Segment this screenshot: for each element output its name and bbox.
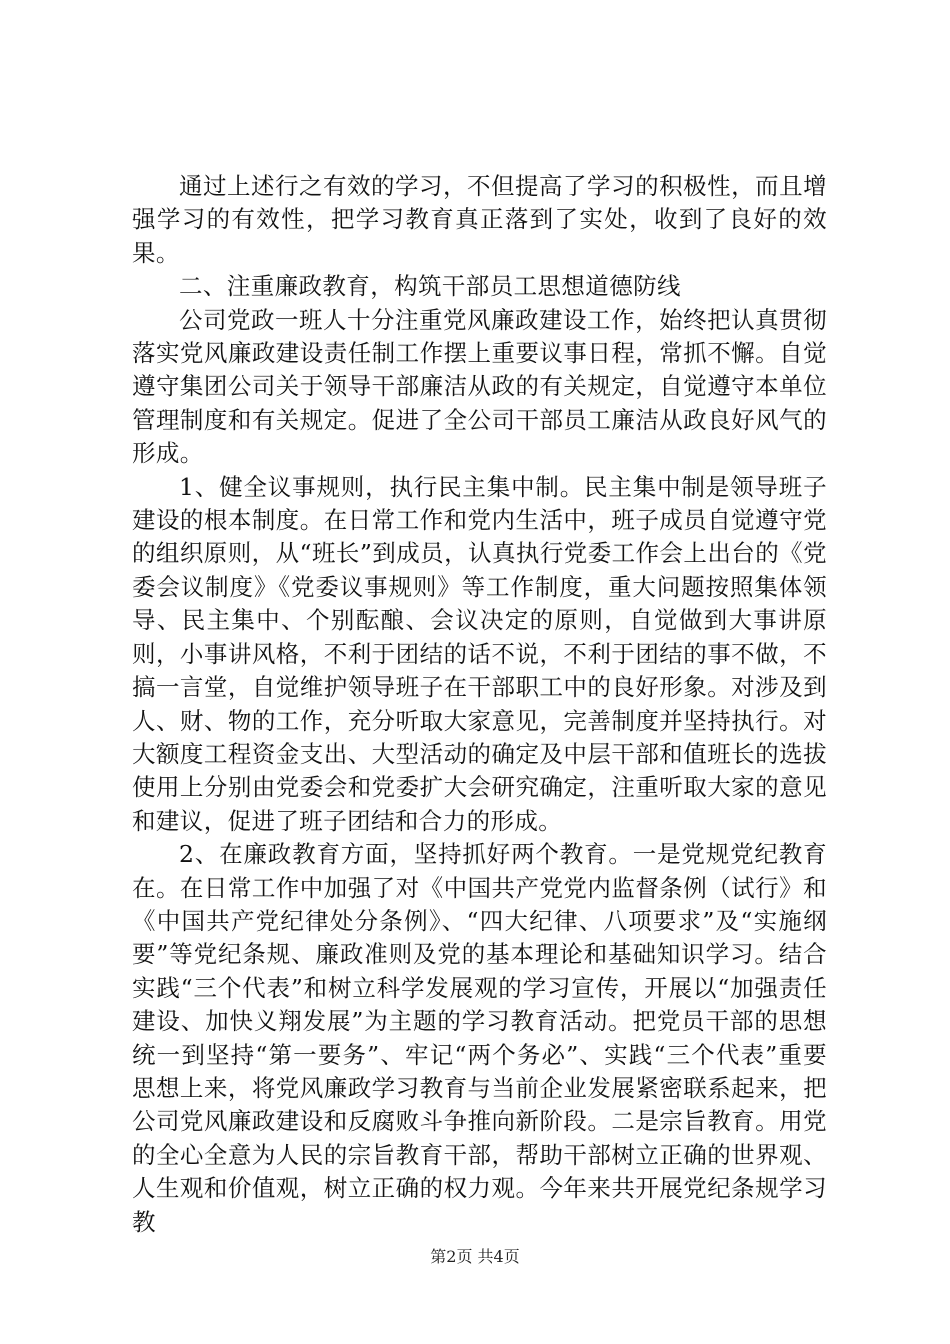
paragraph-democratic-centralism: 1、健全议事规则，执行民主集中制。民主集中制是领导班子建设的根本制度。在日常工作和党内生活中，班子成员自觉遵守党的组织原则，从“班长”到成员，认真执行党委工作会上出台的《党委会议制度》《党委议事规则》等工作制度，重大问题按照集体领导、民主集中、个别酝酿、会议决定的原则，自觉做到大事讲原则，小事讲风格，不利于团结的话不说，不利于团结的事不做，不搞一言堂，自觉维护领导班子在干部职工中的良好形象。对涉及到人、财、物的工作，充分听取大家意见，完善制度并坚持执行。对大额度工程资金支出、大型活动的确定及中层干部和值班长的选拔使用上分别由党委会和党委扩大会研究确定，注重听取大家的意见和建议，促进了班子团结和合力的形成。 xyxy=(132,472,827,835)
paragraph-two-educations: 2、在廉政教育方面，坚持抓好两个教育。一是党规党纪教育在。在日常工作中加强了对《中国共产党党内监督条例（试行》和《中国共产党纪律处分条例》、“四大纪律、八项要求”及“实施纲要”等党纪条规、廉政准则及党的基本理论和基础知识学习。结合实践“三个代表”和树立科学发展观的学习宣传，开展以“加强责任建设、加快义翔发展”为主题的学习教育活动。把党员干部的思想统一到坚持“第一要务”、牢记“两个务必”、实践“三个代表”重要思想上来，将党风廉政学习教育与当前企业发展紧密联系起来，把公司党风廉政建设和反腐败斗争推向新阶段。二是宗旨教育。用党的全心全意为人民的宗旨教育干部，帮助干部树立正确的世界观、人生观和价值观，树立正确的权力观。今年来共开展党纪条规学习教 xyxy=(132,840,827,1236)
document-body xyxy=(132,170,827,1239)
page-number: 第2页 共4页 xyxy=(430,1247,520,1266)
section-heading-integrity-education: 二、注重廉政教育，构筑干部员工思想道德防线 xyxy=(179,272,681,301)
paragraph-party-conduct: 公司党政一班人十分注重党风廉政建设工作，始终把认真贯彻落实党风廉政建设责任制工作摆上重要议事日程，常抓不懈。自觉遵守集团公司关于领导干部廉洁从政的有关规定，自觉遵守本单位管理制度和有关规定。促进了全公司干部员工廉洁从政良好风气的形成。 xyxy=(132,305,827,468)
page-footer xyxy=(0,1244,950,1267)
paragraph-study-results: 通过上述行之有效的学习，不但提高了学习的积极性，而且增强学习的有效性，把学习教育真正落到了实处，收到了良好的效果。 xyxy=(132,172,827,267)
